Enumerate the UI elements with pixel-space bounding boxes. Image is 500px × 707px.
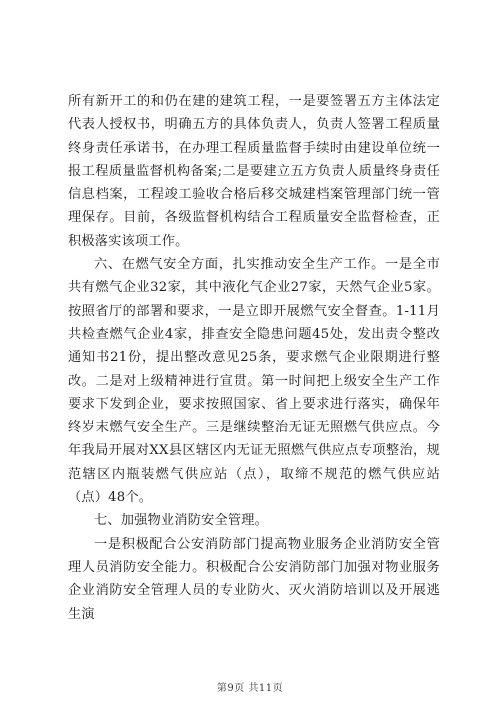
paragraph-property-fire-detail: 一是积极配合公安消防部门提高物业服务企业消防安全管理人员消防安全能力。积极配合公安消防部门加强对物业服务企业消防安全管理人员的专业防火、灭火消防培训以及开展逃生演 bbox=[68, 536, 440, 622]
paragraph-property-fire-heading: 七、加强物业消防安全管理。 bbox=[94, 513, 269, 529]
document-body bbox=[68, 90, 440, 626]
paragraph-construction-quality: 所有新开工的和仍在建的建筑工程，一是要签署五方主体法定代表人授权书，明确五方的具体负责人，负责人签署工程质量终身责任承诺书，在办理工程质量监督手续时由建设单位统一报工程质量监督机构备案;二是要建立五方负责人质量终身责任信息档案，工程竣工验收合格后移交城建档案管理部门统一管理保存。目前，各级监督机构结合工程质量安全监督检查，正积极落实该项工作。 bbox=[68, 94, 440, 249]
page-number-footer: 第9页 共11页 bbox=[216, 683, 284, 694]
paragraph-gas-safety: 六、在燃气安全方面，扎实推动安全生产工作。一是全市共有燃气企业32家，其中液化气企业27家，天然气企业5家。按照省厅的部署和要求，一是立即开展燃气安全督查。1-11月共检查燃气企业4家，排查安全隐患问题45处，发出责令整改通知书21份，提出整改意见25条，要求燃气企业限期进行整改。二是对上级精神进行宣贯。第一时间把上级安全生产工作要求下发到企业，要求按照国家、省上要求进行落实，确保年终岁末燃气安全生产。三是继续整治无证无照燃气供应点。今年我局开展对XX县区辖区内无证无照燃气供应点专项整治，规范辖区内瓶装燃气供应站（点），取缔不规范的燃气供应站（点）48个。 bbox=[68, 257, 440, 506]
